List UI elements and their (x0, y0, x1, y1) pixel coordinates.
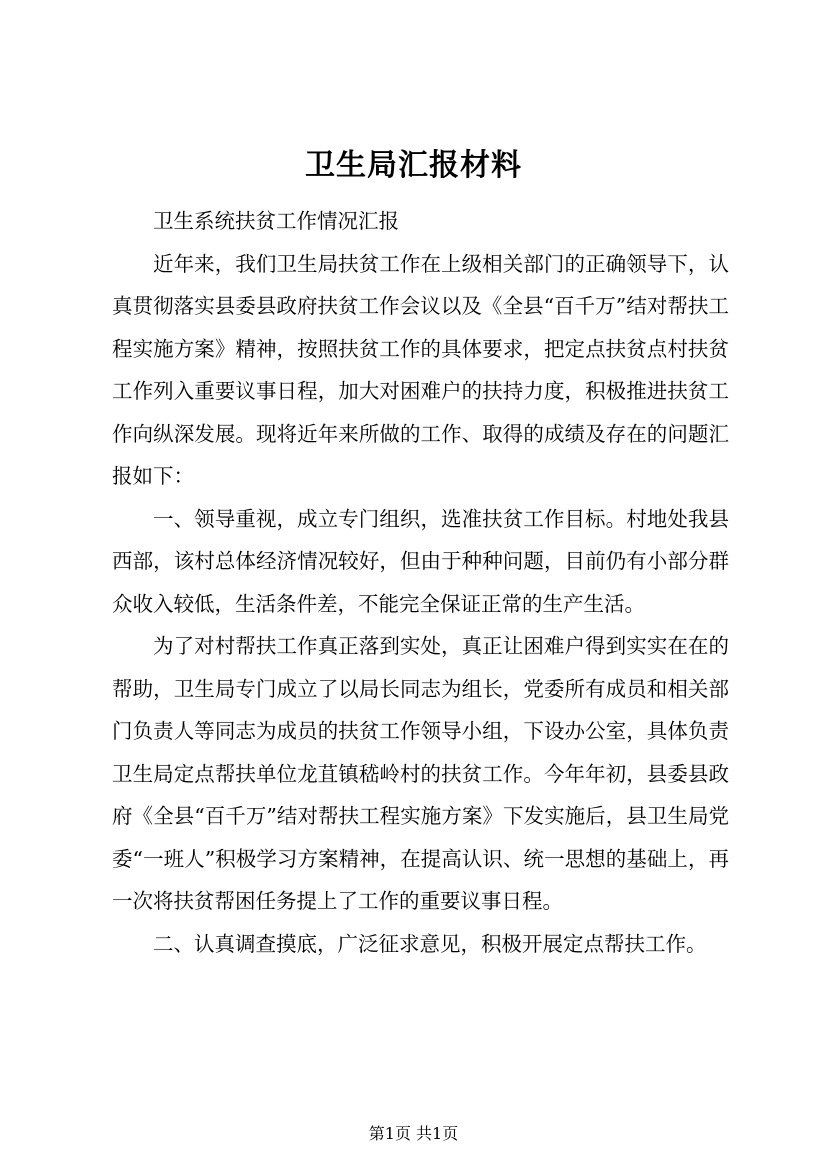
document-body (112, 200, 729, 965)
paragraph-intro: 近年来，我们卫生局扶贫工作在上级相关部门的正确领导下，认真贯彻落实县委县政府扶贫工作会议以及《全县“百千万”结对帮扶工程实施方案》精神，按照扶贫工作的具体要求，把定点扶贫点村扶贫工作列入重要议事日程，加大对困难户的扶持力度，积极推进扶贫工作向纵深发展。现将近年来所做的工作、取得的成绩及存在的问题汇报如下： (112, 251, 729, 488)
document-title: 卫生局汇报材料 (305, 148, 522, 183)
paragraph-section-two: 二、认真调查摸底，广泛征求意见，积极开展定点帮扶工作。 (153, 931, 707, 956)
paragraph-section-one: 一、领导重视，成立专门组织，选准扶贫工作目标。村地处我县西部，该村总体经济情况较好，但由于种种问题，目前仍有小部分群众收入较低，生活条件差，不能完全保证正常的生产生活。 (112, 506, 729, 616)
paragraph-subtitle: 卫生系统扶贫工作情况汇报 (153, 209, 399, 233)
page-footer: 第1页 共1页 (368, 1124, 459, 1143)
paragraph-organization: 为了对村帮扶工作真正落到实处，真正让困难户得到实实在在的帮助，卫生局专门成立了以局长同志为组长，党委所有成员和相关部门负责人等同志为成员的扶贫工作领导小组，下设办公室，具体负责卫生局定点帮扶单位龙苴镇嵇岭村的扶贫工作。今年年初，县委县政府《全县“百千万”结对帮扶工程实施方案》下发实施后，县卫生局党委“一班人”积极学习方案精神，在提高认识、统一思想的基础上，再一次将扶贫帮困任务提上了工作的重要议事日程。 (112, 634, 729, 913)
